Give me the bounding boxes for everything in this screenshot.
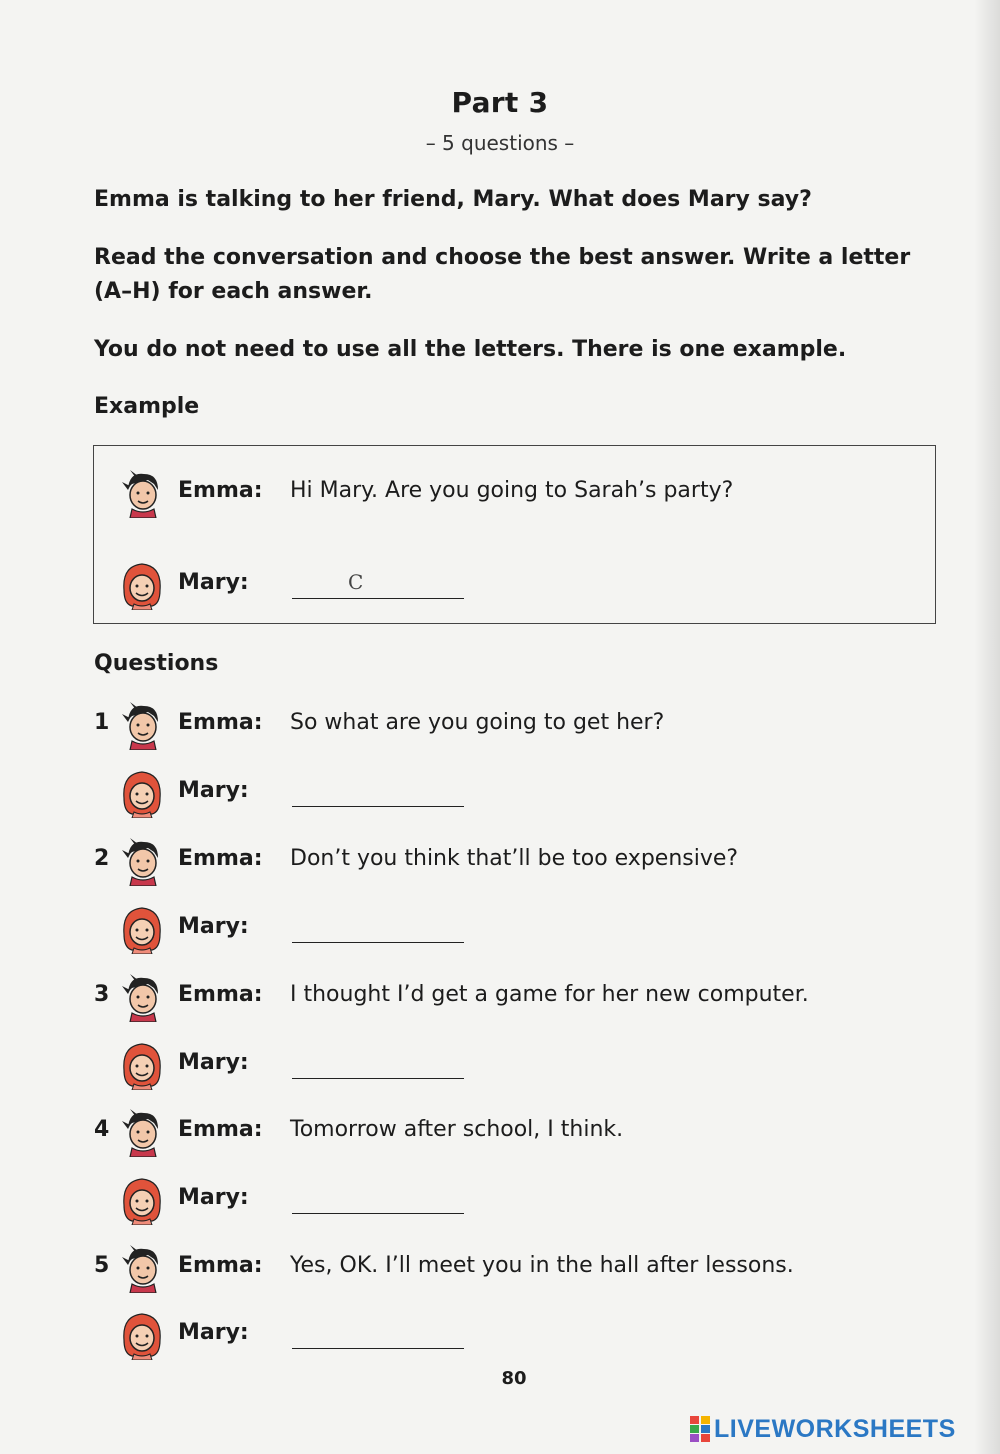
example-emma-line: Hi Mary. Are you going to Sarah’s party? [290,478,734,503]
emma-avatar-icon [118,1107,164,1157]
mary-avatar-icon [118,1310,164,1360]
question-5-mary-row [0,1310,1000,1360]
question-5-emma-row [0,1243,1000,1293]
emma-line: Tomorrow after school, I think. [290,1117,624,1142]
page-number: 80 [501,1368,527,1389]
emma-speaker: Emma: [178,982,263,1007]
question-4-emma-row [0,1107,1000,1157]
answer-blank-2[interactable] [292,942,464,943]
example-label: Example [94,394,200,419]
emma-speaker: Emma: [178,846,263,871]
mary-speaker: Mary: [178,914,249,939]
question-4-mary-row [0,1175,1000,1225]
example-emma-speaker: Emma: [178,478,263,503]
watermark-text: LIVEWORKSHEETS [714,1414,956,1443]
mary-avatar-icon [118,1040,164,1090]
mary-speaker: Mary: [178,1185,249,1210]
question-number: 4 [94,1117,110,1142]
emma-speaker: Emma: [178,710,263,735]
emma-line: Don’t you think that’ll be too expensive? [290,846,739,871]
emma-line: So what are you going to get her? [290,710,665,735]
emma-speaker: Emma: [178,1117,263,1142]
emma-avatar-icon [118,972,164,1022]
answer-blank-3[interactable] [292,1078,464,1079]
question-number: 5 [94,1253,110,1278]
questions-label: Questions [94,651,219,676]
liveworksheets-watermark[interactable] [690,1412,956,1446]
emma-avatar-icon [118,700,164,750]
emma-line: Yes, OK. I’ll meet you in the hall after lessons. [290,1253,794,1278]
question-number: 2 [94,846,110,871]
instruction-note: You do not need to use all the letters. There is one example. [94,337,847,362]
question-number: 1 [94,710,110,735]
mary-speaker: Mary: [178,778,249,803]
question-number: 3 [94,982,110,1007]
page-subtitle: – 5 questions – [425,131,575,155]
example-answer: C [348,570,364,594]
mary-speaker: Mary: [178,1050,249,1075]
example-mary-row [0,560,1000,610]
instruction-context: Emma is talking to her friend, Mary. What does Mary say? [94,187,812,212]
question-2-emma-row [0,836,1000,886]
emma-speaker: Emma: [178,1253,263,1278]
emma-avatar-icon [118,836,164,886]
page-title: Part 3 [451,86,549,119]
mary-avatar-icon [118,768,164,818]
answer-blank-1[interactable] [292,806,464,807]
question-3-mary-row [0,1040,1000,1090]
emma-avatar-icon [118,468,164,518]
answer-blank-4[interactable] [292,1213,464,1214]
question-2-mary-row [0,904,1000,954]
answer-blank-5[interactable] [292,1348,464,1349]
emma-line: I thought I’d get a game for her new computer. [290,982,809,1007]
emma-avatar-icon [118,1243,164,1293]
question-1-mary-row [0,768,1000,818]
liveworksheets-logo-icon [690,1416,710,1442]
mary-speaker: Mary: [178,1320,249,1345]
mary-avatar-icon [118,1175,164,1225]
example-emma-row [0,468,1000,518]
question-3-emma-row [0,972,1000,1022]
example-answer-line [292,598,464,599]
mary-avatar-icon [118,904,164,954]
question-1-emma-row [0,700,1000,750]
instruction-task: Read the conversation and choose the best answer. Write a letter (A–H) for each answer. [94,245,911,304]
mary-avatar-icon [118,560,164,610]
example-mary-speaker: Mary: [178,570,249,595]
